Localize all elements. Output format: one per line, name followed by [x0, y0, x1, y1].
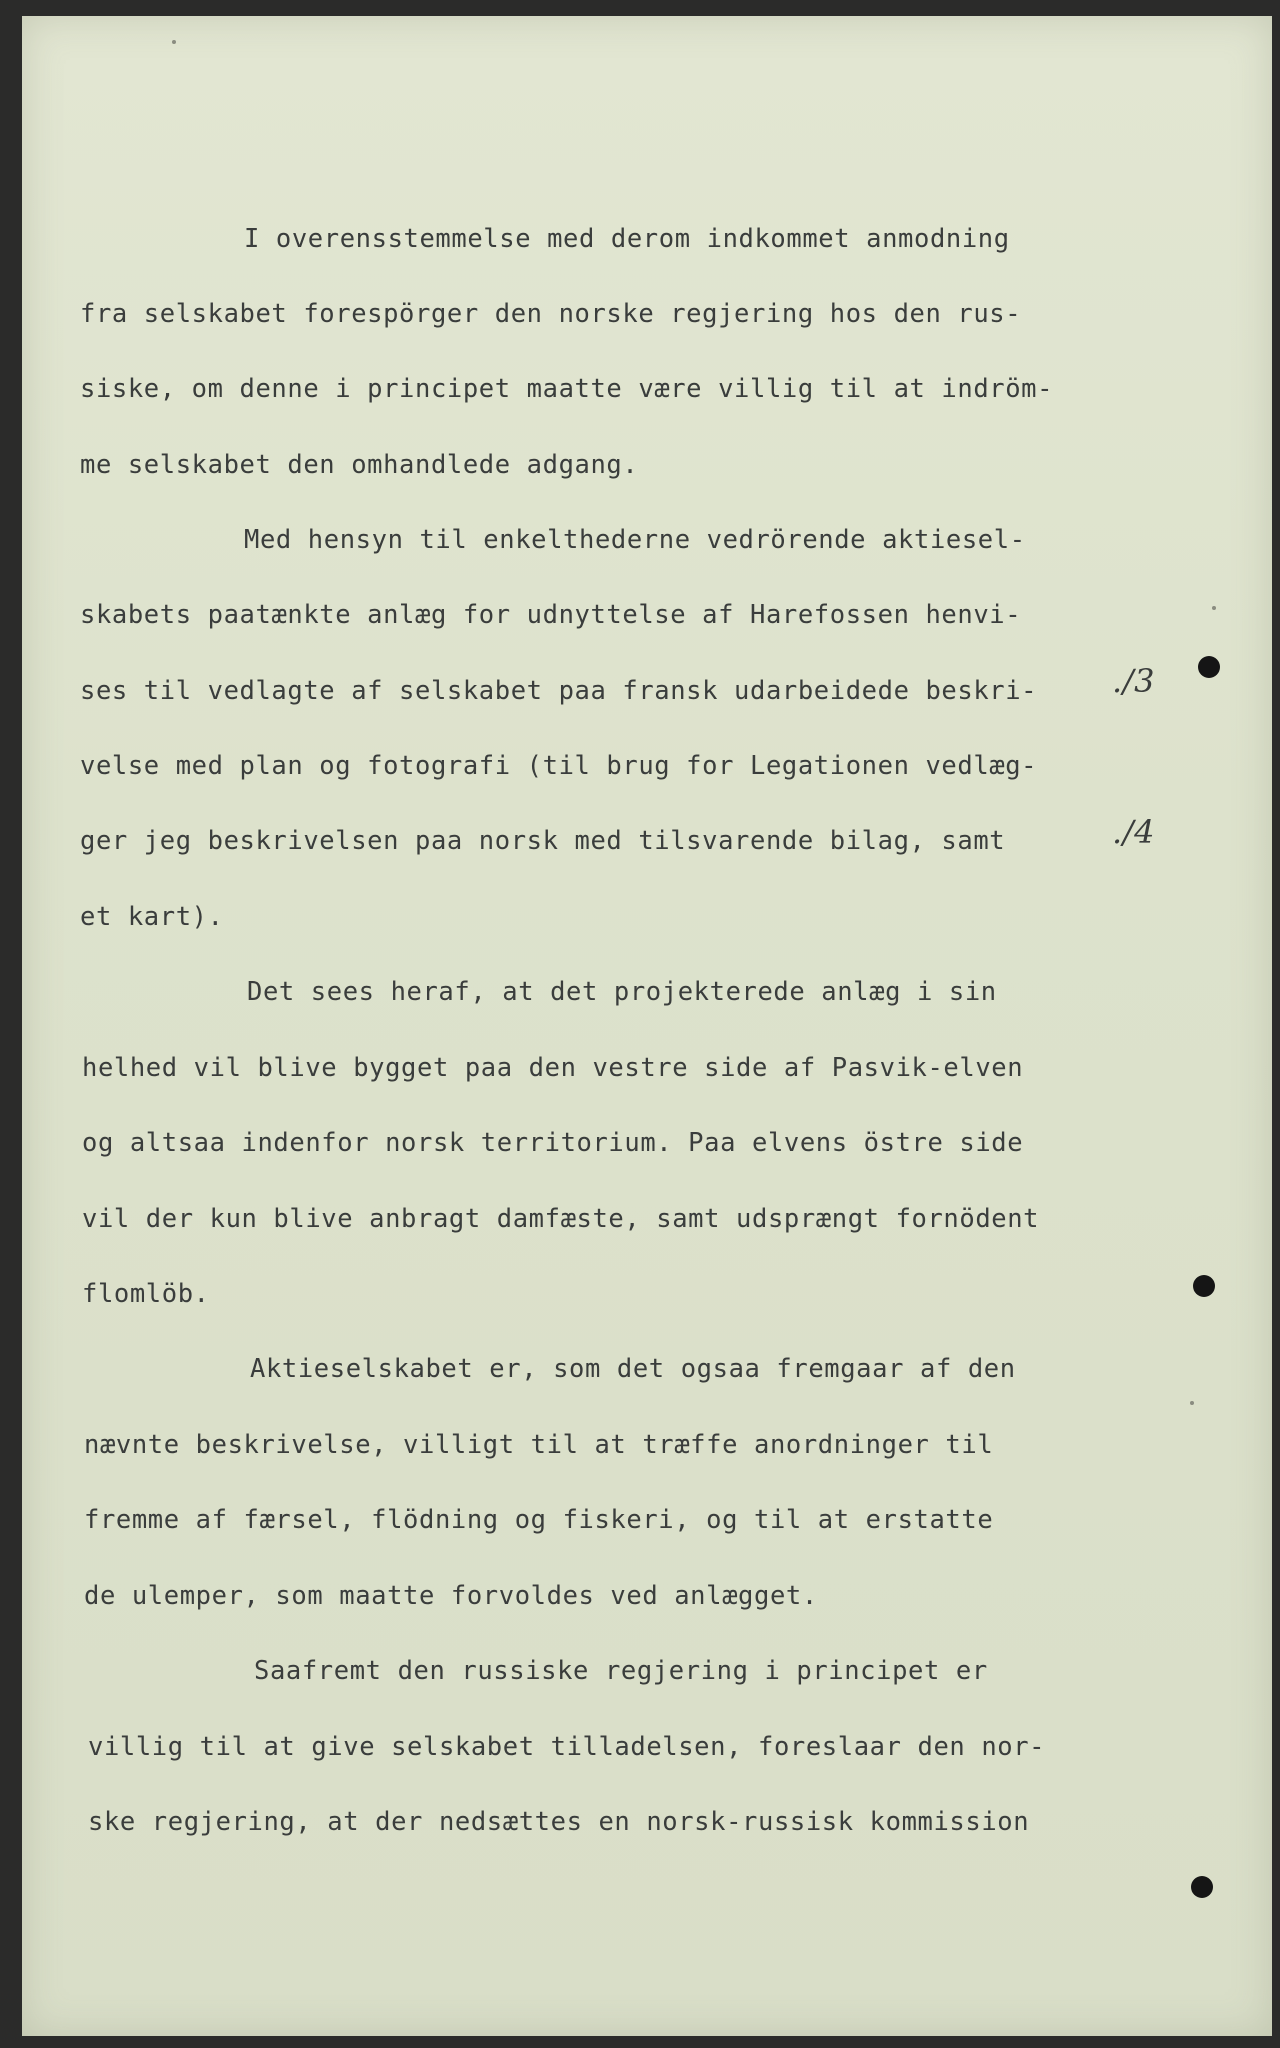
document-body — [22, 16, 1272, 2036]
paper-speck — [1212, 606, 1216, 610]
text-line: Aktieselskabet er, som det ogsaa fremgaar af den — [250, 1354, 1016, 1384]
text-line: villig til at give selskabet tilladelsen, foreslaar den nor- — [88, 1732, 1046, 1762]
text-line: Med hensyn til enkelthederne vedrörende aktiesel- — [244, 525, 1026, 555]
document-page — [22, 16, 1272, 2036]
text-line: ske regjering, at der nedsættes en norsk-russisk kommission — [88, 1807, 1030, 1837]
paper-speck — [172, 40, 176, 44]
binder-hole — [1198, 656, 1220, 678]
text-line: ses til vedlagte af selskabet paa fransk udarbeidede beskri- — [80, 676, 1038, 706]
text-line: Det sees heraf, at det projekterede anlæg i sin — [247, 977, 997, 1007]
text-line: nævnte beskrivelse, villigt til at træffe anordninger til — [84, 1430, 994, 1460]
text-line: velse med plan og fotografi (til brug for Legationen vedlæg- — [80, 751, 1038, 781]
text-line: flomlöb. — [82, 1279, 210, 1309]
margin-note-enclosure-3: ./3 — [1112, 662, 1156, 700]
text-line: de ulemper, som maatte forvoldes ved anlægget. — [84, 1581, 818, 1611]
text-line: helhed vil blive bygget paa den vestre side af Pasvik-elven — [82, 1053, 1024, 1083]
margin-note-enclosure-4: ./4 — [1112, 813, 1156, 851]
text-line: et kart). — [80, 902, 224, 932]
text-line: fra selskabet forespörger den norske regjering hos den rus- — [80, 299, 1022, 329]
text-line: fremme af færsel, flödning og fiskeri, og til at erstatte — [84, 1505, 994, 1535]
text-line: me selskabet den omhandlede adgang. — [80, 450, 639, 480]
paper-speck — [1190, 1401, 1194, 1405]
text-line: skabets paatænkte anlæg for udnyttelse af Harefossen henvi- — [80, 600, 1022, 630]
text-line: I overensstemmelse med derom indkommet anmodning — [244, 224, 1010, 254]
binder-hole — [1191, 1876, 1213, 1898]
binder-hole — [1193, 1275, 1215, 1297]
text-line: siske, om denne i principet maatte være villig til at indröm- — [80, 374, 1054, 404]
text-line: ger jeg beskrivelsen paa norsk med tilsvarende bilag, samt — [80, 826, 1006, 856]
text-line: vil der kun blive anbragt damfæste, samt udsprængt fornödent — [82, 1204, 1040, 1234]
text-line: og altsaa indenfor norsk territorium. Paa elvens östre side — [82, 1128, 1024, 1158]
text-line: Saafremt den russiske regjering i principet er — [254, 1656, 988, 1686]
